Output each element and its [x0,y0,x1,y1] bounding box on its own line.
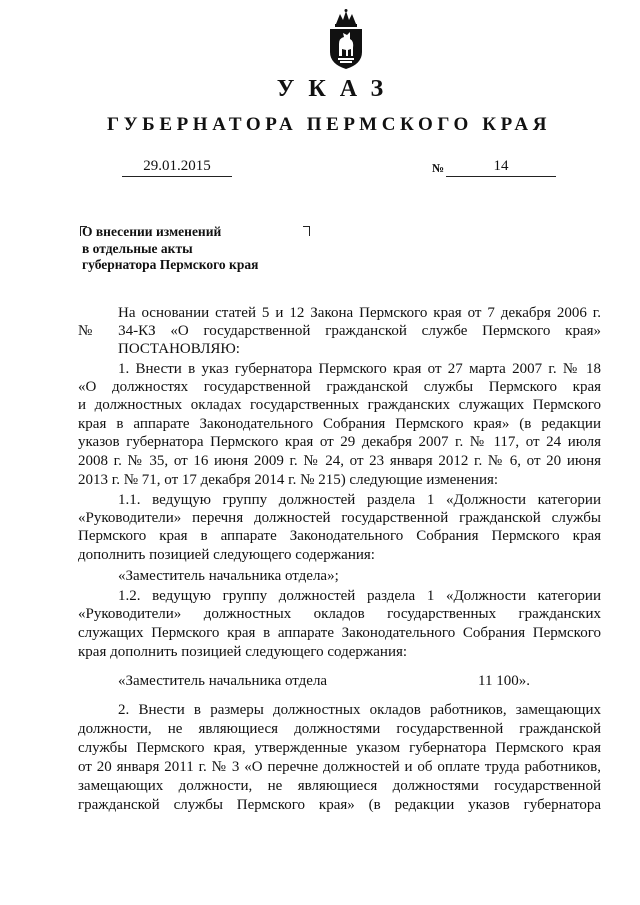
body-line: 1. Внести в указ губернатора Пермского края от 27 марта 2007 г. № 18 [118,361,601,377]
body-line: указов губернатора Пермского края от 29 декабря 2007 г. № 117, от 24 июля [78,434,601,450]
document-date: 29.01.2015 [122,157,232,177]
document-subject [82,224,258,274]
document-issuer: ГУБЕРНАТОРА ПЕРМСКОГО КРАЯ [106,114,552,135]
coat-of-arms-icon [326,8,366,70]
document-title: УКАЗ [276,76,398,102]
body-line: На основании статей 5 и 12 Закона Пермского края от 7 декабря 2006 г. [118,305,601,321]
body-line: «Руководители» должностных окладов государственных гражданских [78,606,601,622]
body-line: 1.1. ведущую группу должностей раздела 1 «Должности категории [118,492,601,508]
body-line: 1.2. ведущую группу должностей раздела 1 «Должности категории [118,588,601,604]
body-line: 2008 г. № 35, от 16 июня 2009 г. № 24, от 23 января 2012 г. № 6, от 20 июня [78,453,601,469]
body-line: дополнить позицией следующего содержания: [78,547,375,563]
body-line: «Заместитель начальника отдела»; [118,568,339,584]
body-line: должности, не являющиеся должностями государственной гражданской [78,721,601,737]
body-line: Пермского края в аппарате Законодательного Собрания Пермского края [78,528,601,544]
body-line: 2. Внести в размеры должностных окладов работников, замещающих [118,702,601,718]
body-line: № 34-КЗ «О государственной гражданской службе Пермского края» [78,323,601,339]
body-line: службы Пермского края, утвержденные указом губернатора Пермского края [78,740,601,756]
body-line: «О должностях государственной гражданской службы Пермского края [78,379,601,395]
document-number: 14 [446,157,556,177]
subject-line: в отдельные акты [82,240,193,256]
table-row-value: 11 100». [478,673,530,689]
body-line: края в аппарате Законодательного Собрания Пермского края» (в редакции [78,416,601,432]
body-line: замещающих должности, не являющиеся должностями государственной [78,778,601,794]
body-line: и должностных окладах государственных гражданских служащих Пермского [78,397,601,413]
body-line: гражданской службы Пермского края» (в редакции указов губернатора [78,797,601,813]
subject-line: губернатора Пермского края [82,257,259,272]
number-label: № [432,161,445,175]
body-line: от 20 января 2011 г. № 3 «О перечне должностей и об оплате труда работников, [78,759,601,775]
body-line: края дополнить позицией следующего содержания: [78,644,408,660]
body-line: «Руководители» перечня должностей государственной гражданской службы [78,510,601,526]
body-line: ПОСТАНОВЛЯЮ: [118,341,240,357]
body-line: 2013 г. № 71, от 17 декабря 2014 г. № 215) следующие изменения: [78,472,499,488]
table-row-label: «Заместитель начальника отдела [118,673,328,689]
body-line: служащих Пермского края в аппарате Законодательного Собрания Пермского [78,625,601,641]
subject-line: О внесении изменений [82,224,222,239]
subject-bracket-right [303,226,310,236]
